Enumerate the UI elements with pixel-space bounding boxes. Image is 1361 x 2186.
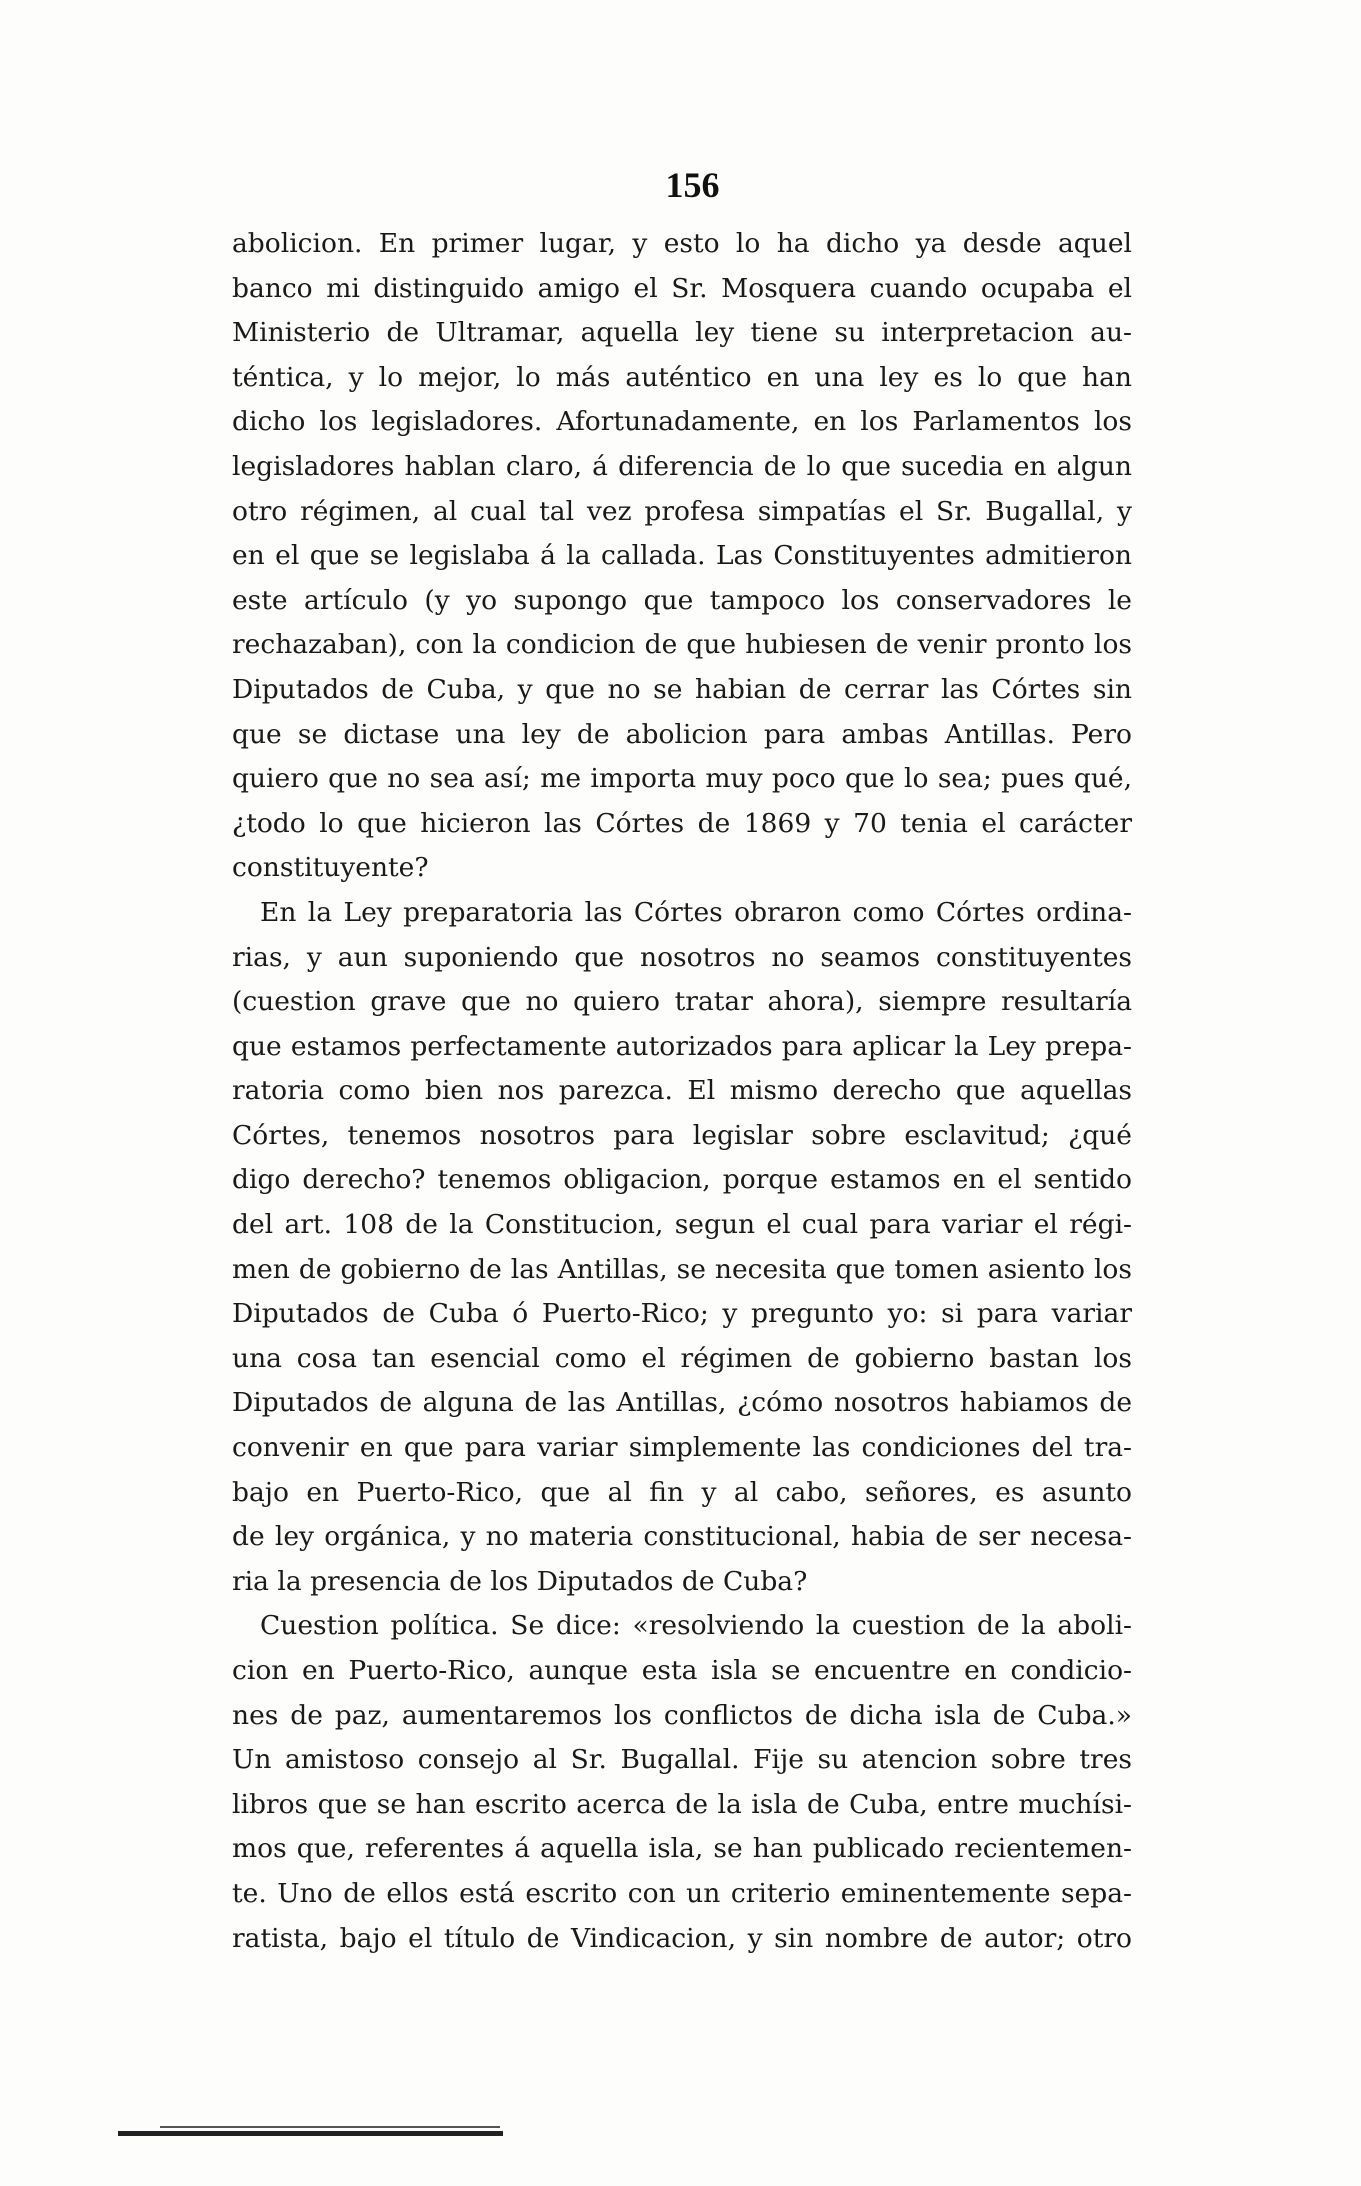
text-line: constituyente? (232, 852, 429, 884)
text-line: banco mi distinguido amigo el Sr. Mosquera cuando ocupaba el (232, 272, 1132, 304)
text-line: una cosa tan esencial como el régimen de gobierno bastan los (232, 1342, 1132, 1374)
text-line: convenir en que para variar simplemente las condiciones del tra- (232, 1432, 1132, 1464)
text-line: nes de paz, aumentaremos los conflictos de dicha isla de Cuba.» (232, 1699, 1132, 1731)
text-line: Córtes, tenemos nosotros para legislar sobre esclavitud; ¿qué (232, 1119, 1132, 1151)
text-line: abolicion. En primer lugar, y esto lo ha dicho ya desde aquel (232, 228, 1132, 259)
text-line: legisladores hablan claro, á diferencia de lo que sucedia en algun (232, 450, 1132, 482)
text-line: rechazaban), con la condicion de que hubiesen de venir pronto los (232, 629, 1132, 661)
text-line: te. Uno de ellos está escrito con un criterio eminentemente sepa- (232, 1877, 1132, 1909)
text-line: dicho los legisladores. Afortunadamente, en los Parlamentos los (232, 406, 1132, 438)
text-line: Diputados de Cuba, y que no se habian de cerrar las Córtes sin (232, 673, 1132, 705)
text-line: Diputados de alguna de las Antillas, ¿cómo nosotros habiamos de (232, 1387, 1132, 1419)
text-line: este artículo (y yo supongo que tampoco los conservadores le (232, 584, 1132, 616)
text-line: del art. 108 de la Constitucion, segun el cual para variar el régi- (232, 1209, 1132, 1241)
text-line: ¿todo lo que hicieron las Córtes de 1869 y 70 tenia el carácter (232, 807, 1132, 839)
text-line: rias, y aun suponiendo que nosotros no seamos constituyentes (232, 941, 1132, 973)
body-text (232, 222, 1132, 1961)
text-line: que estamos perfectamente autorizados para aplicar la Ley prepa- (232, 1030, 1132, 1062)
text-line: libros que se han escrito acerca de la isla de Cuba, entre muchísi- (232, 1788, 1132, 1820)
text-line: otro régimen, al cual tal vez profesa simpatías el Sr. Bugallal, y (232, 495, 1132, 527)
text-line: Diputados de Cuba ó Puerto-Rico; y pregunto yo: si para variar (232, 1298, 1132, 1330)
text-line: que se dictase una ley de abolicion para ambas Antillas. Pero (232, 718, 1132, 750)
page-number: 156 (665, 165, 720, 205)
text-line: (cuestion grave que no quiero tratar ahora), siempre resultaría (232, 986, 1132, 1018)
text-line: Un amistoso consejo al Sr. Bugallal. Fije su atencion sobre tres (232, 1744, 1132, 1776)
text-line: ratista, bajo el título de Vindicacion, y sin nombre de autor; otro (232, 1922, 1132, 1954)
text-line: ria la presencia de los Diputados de Cuba? (232, 1565, 808, 1597)
text-line: ratoria como bien nos parezca. El mismo derecho que aquellas (232, 1075, 1132, 1107)
text-line: de ley orgánica, y no materia constitucional, habia de ser necesa- (232, 1521, 1132, 1553)
text-line: Cuestion política. Se dice: «resolviendo la cuestion de la aboli- (260, 1610, 1132, 1642)
text-line: téntica, y lo mejor, lo más auténtico en una ley es lo que han (232, 361, 1132, 393)
text-line: mos que, referentes á aquella isla, se han publicado recientemen- (232, 1833, 1132, 1865)
text-line: quiero que no sea así; me importa muy poco que lo sea; pues qué, (232, 763, 1132, 795)
text-line: Ministerio de Ultramar, aquella ley tiene su interpretacion au- (232, 317, 1132, 349)
scan-edge-rule (118, 2131, 503, 2136)
text-line: cion en Puerto-Rico, aunque esta isla se encuentre en condicio- (232, 1655, 1132, 1686)
scan-edge-line (160, 2126, 500, 2128)
text-line: bajo en Puerto-Rico, que al fin y al cabo, señores, es asunto (232, 1476, 1132, 1508)
text-line: men de gobierno de las Antillas, se necesita que tomen asiento los (232, 1253, 1132, 1285)
text-line: En la Ley preparatoria las Córtes obraron como Córtes ordina- (260, 896, 1132, 928)
text-line: en el que se legislaba á la callada. Las Constituyentes admitieron (232, 540, 1132, 572)
text-line: digo derecho? tenemos obligacion, porque estamos en el sentido (232, 1164, 1132, 1196)
